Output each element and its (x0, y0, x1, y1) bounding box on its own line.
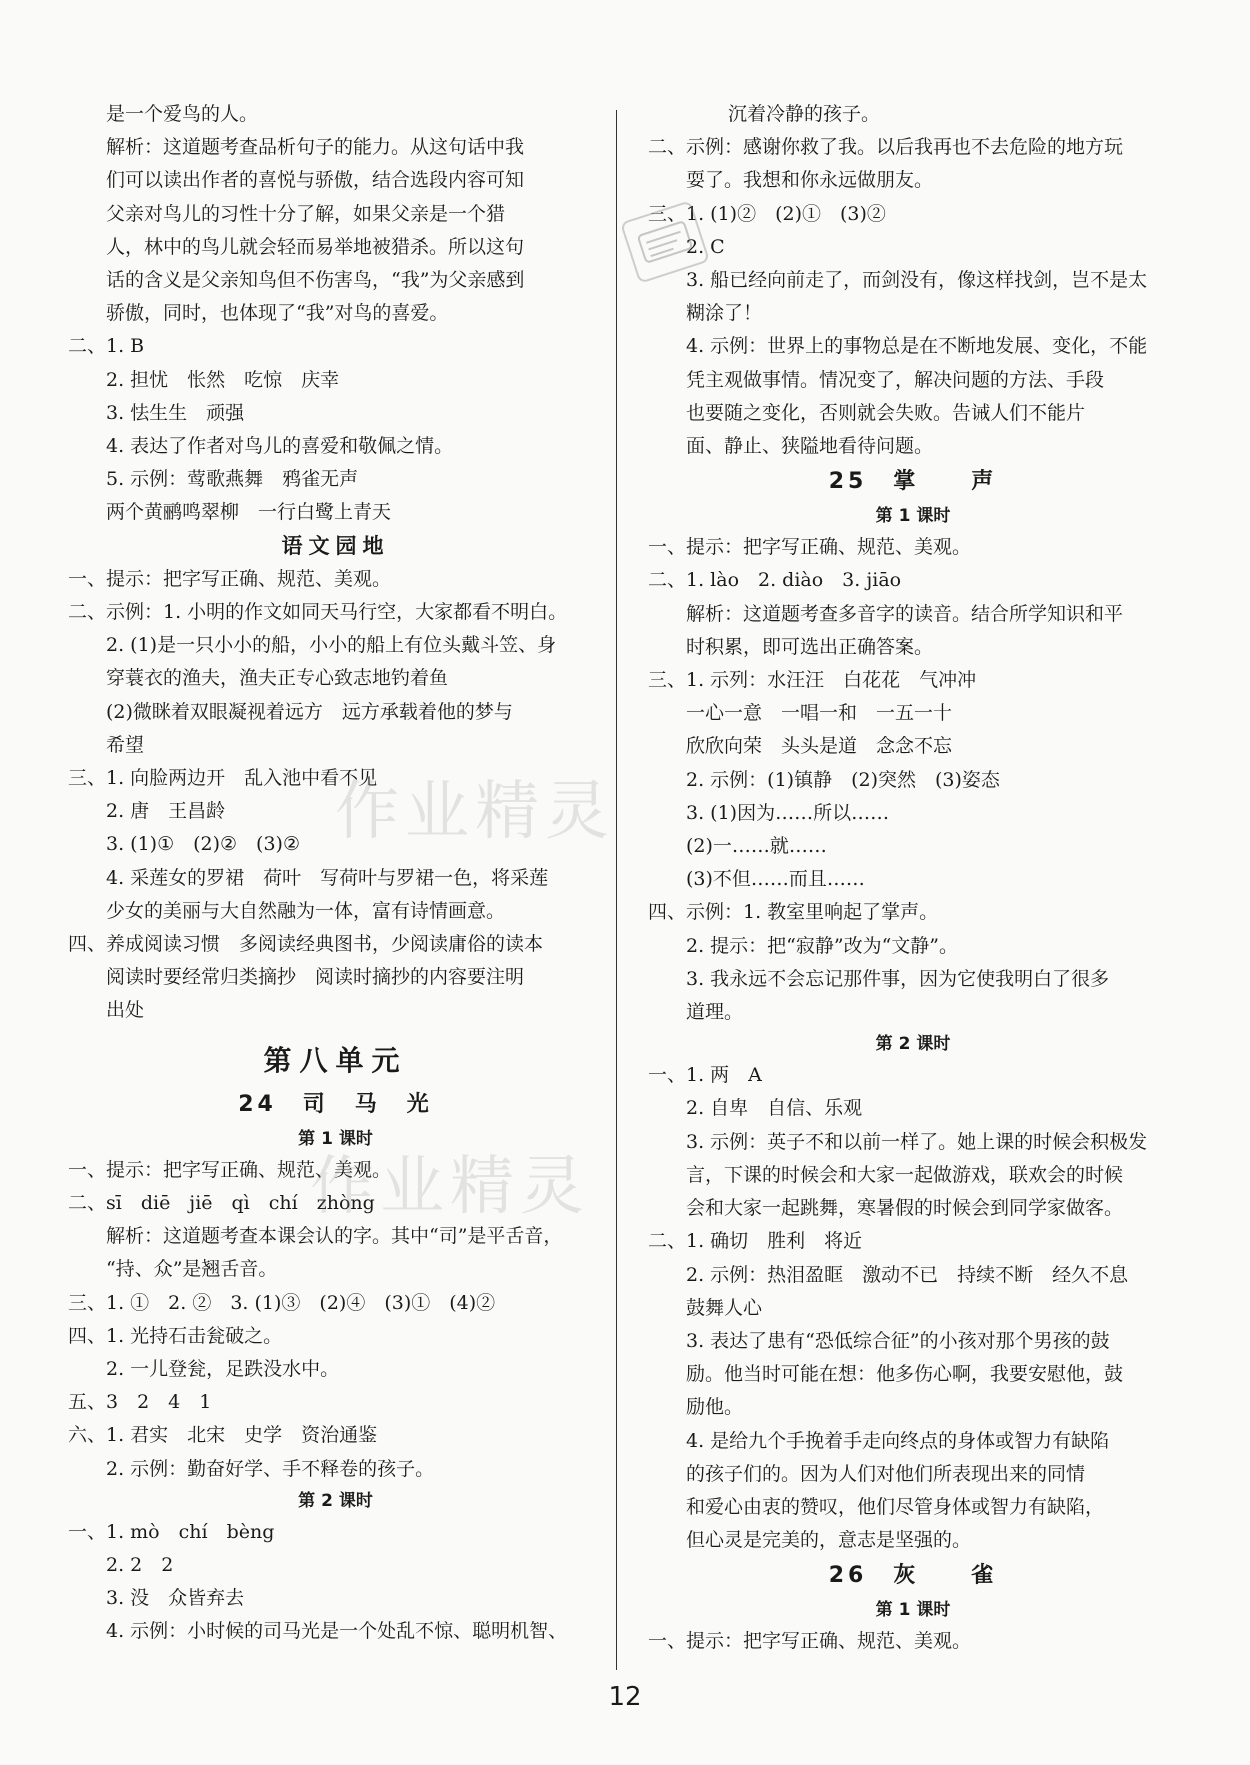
text-line: 六、1. 君实 北宋 史学 资治通鉴 (68, 1424, 378, 1447)
text-line: 3. 船已经向前走了，而剑没有，像这样找剑，岂不是太 (686, 269, 1148, 292)
text-line: (2)一……就…… (686, 835, 827, 858)
lesson-heading: 24 司 马 光 (238, 1091, 433, 1117)
text-line: 二、示例：感谢你救了我。以后我再也不去危险的地方玩 (648, 136, 1124, 159)
text-line: 欣欣向荣 头头是道 念念不忘 (686, 735, 953, 758)
text-line: 励。他当时可能在想：他多伤心啊，我要安慰他，鼓 (686, 1363, 1124, 1386)
unit-heading: 第八单元 (263, 1043, 408, 1077)
period-heading: 第 2 课时 (875, 1034, 951, 1055)
text-line: (2)微眯着双眼凝视着远方 远方承载着他的梦与 (106, 700, 513, 723)
text-line: 4. 示例：小时候的司马光是一个处乱不惊、聪明机智、 (106, 1620, 568, 1643)
text-line: 3. (1)因为……所以…… (686, 801, 890, 824)
watermark-top: 作业精灵 (335, 775, 615, 849)
text-line: 2. 示例：勤奋好学、手不释卷的孩子。 (106, 1457, 435, 1480)
text-line: 二、sī diē jiē qì chí zhòng (68, 1191, 375, 1214)
text-line: 凭主观做事情。情况变了，解决问题的方法、手段 (686, 368, 1105, 391)
text-line: 道理。 (686, 1001, 744, 1024)
text-line: 四、养成阅读习惯 多阅读经典图书，少阅读庸俗的读本 (68, 933, 544, 956)
text-line: 4. 是给九个手挽着手走向终点的身体或智力有缺陷 (686, 1429, 1110, 1452)
text-line: 穿蓑衣的渔夫，渔夫正专心致志地钓着鱼 (106, 667, 449, 690)
text-line: 一、提示：把字写正确、规范、美观。 (68, 567, 392, 590)
text-line: 三、1. 示列：水汪汪 白花花 气冲冲 (648, 669, 977, 692)
text-line: 励他。 (686, 1396, 744, 1419)
text-line: 和爱心由衷的赞叹，他们尽管身体或智力有缺陷， (686, 1495, 1105, 1518)
left-column (68, 98, 603, 1649)
period-heading: 第 1 课时 (875, 506, 951, 527)
text-line: 出处 (106, 999, 145, 1022)
text-line: 解析：这道题考查本课会认的字。其中“司”是平舌音， (106, 1225, 563, 1248)
text-line: 希望 (106, 733, 145, 756)
period-heading: 第 1 课时 (298, 1128, 373, 1149)
text-line: 骄傲，同时，也体现了“我”对鸟的喜爱。 (106, 302, 449, 325)
text-line: 父亲对鸟儿的习性十分了解，如果父亲是一个猎 (106, 202, 506, 225)
text-line: 但心灵是完美的，意志是坚强的。 (686, 1529, 972, 1552)
text-line: 2. (1)是一只小小的船，小小的船上有位头戴斗笠、身 (106, 634, 557, 657)
text-line: “持、众”是翘舌音。 (106, 1258, 278, 1281)
text-line: 耍了。我想和你永远做朋友。 (686, 169, 934, 192)
text-line: 二、1. lào 2. diào 3. jiāo (648, 569, 902, 592)
text-line: 2. 2 2 (106, 1553, 174, 1576)
text-line: 五、3 2 4 1 (68, 1391, 212, 1414)
text-line: 5. 示例：莺歌燕舞 鸦雀无声 (106, 468, 359, 491)
text-line: 2. 自卑 自信、乐观 (686, 1097, 863, 1120)
text-line: 3. 我永远不会忘记那件事，因为它使我明白了很多 (686, 967, 1110, 990)
text-line: 二、1. B (68, 335, 145, 358)
text-line: 言，下课的时候会和大家一起做游戏，联欢会的时候 (686, 1163, 1124, 1186)
period-heading: 第 1 课时 (875, 1600, 951, 1621)
text-line: 时积累，即可选出正确答案。 (686, 635, 934, 658)
text-line: 解析：这道题考查多音字的读音。结合所学知识和平 (686, 602, 1124, 625)
text-line: 三、1. 向脸两边开 乱入池中看不见 (68, 767, 378, 790)
text-line: 2. 唐 王昌龄 (106, 800, 226, 823)
text-line: 一、1. 两 A (648, 1064, 762, 1087)
text-line: 糊涂了！ (686, 302, 763, 325)
text-line: 四、1. 光持石击瓮破之。 (68, 1324, 283, 1347)
column-divider (616, 110, 617, 1670)
text-line: 一、1. mò chí bèng (68, 1520, 275, 1543)
text-line: 们可以读出作者的喜悦与骄傲，结合选段内容可知 (106, 169, 525, 192)
text-line: 会和大家一起跳舞，寒暑假的时候会到同学家做客。 (686, 1197, 1124, 1220)
text-line: 的孩子们的。因为人们对他们所表现出来的同情 (686, 1462, 1086, 1485)
stamp-icon (632, 214, 698, 269)
text-line: 4. 采莲女的罗裙 荷叶 写荷叶与罗裙一色，将采莲 (106, 866, 549, 889)
text-line: (3)不但……而且…… (686, 868, 865, 891)
text-line: 一心一意 一唱一和 一五一十 (686, 702, 953, 725)
period-heading: 第 2 课时 (298, 1490, 373, 1511)
text-line: 是一个爱鸟的人。 (106, 103, 259, 125)
text-line: 少女的美丽与大自然融为一体，富有诗情画意。 (106, 899, 506, 922)
text-line: 2. 提示：把“寂静”改为“文静”。 (686, 934, 959, 957)
text-line: 3. (1)① (2)② (3)② (106, 833, 301, 856)
text-line: 3. 示例：英子不和以前一样了。她上课的时候会积极发 (686, 1130, 1148, 1153)
text-line: 3. 怯生生 顽强 (106, 401, 245, 424)
text-line: 鼓舞人心 (686, 1296, 763, 1319)
text-line: 4. 示例：世界上的事物总是在不断地发展、变化，不能 (686, 335, 1148, 358)
text-line: 面、静止、狭隘地看待问题。 (686, 435, 934, 458)
text-line: 三、1. ① 2. ② 3. (1)③ (2)④ (3)① (4)② (68, 1291, 496, 1314)
page-number: 12 (608, 1682, 642, 1712)
text-line: 话的含义是父亲知鸟但不伤害鸟，“我”为父亲感到 (106, 269, 525, 292)
text-line: 2. 一儿登瓮，足跌没水中。 (106, 1357, 340, 1380)
text-line: 阅读时要经常归类摘抄 阅读时摘抄的内容要注明 (106, 966, 525, 989)
text-line: 3. 没 众皆弃去 (106, 1587, 245, 1610)
text-line: 三、1. (1)② (2)① (3)② (648, 202, 886, 225)
text-line: 四、示例：1. 教室里响起了掌声。 (648, 901, 939, 924)
text-line: 也要随之变化，否则就会失败。告诫人们不能片 (686, 401, 1086, 424)
text-line: 二、1. 确切 胜利 将近 (648, 1230, 863, 1253)
text-line: 人，林中的鸟儿就会轻而易举地被猎杀。所以这句 (106, 235, 525, 258)
text-line: 4. 表达了作者对鸟儿的喜爱和敬佩之情。 (106, 435, 454, 458)
text-line: 2. 示例：热泪盈眶 激动不已 持续不断 经久不息 (686, 1263, 1129, 1286)
text-line: 一、提示：把字写正确、规范、美观。 (648, 1630, 972, 1653)
text-line: 一、提示：把字写正确、规范、美观。 (68, 1158, 392, 1181)
watermark-bottom: 作业精灵 (310, 1150, 590, 1224)
text-line: 3. 表达了患有“恐低综合征”的小孩对那个男孩的鼓 (686, 1329, 1110, 1352)
section-heading: 语文园地 (281, 533, 390, 558)
right-column (648, 98, 1178, 1659)
text-line: 2. 担忧 怅然 吃惊 庆幸 (106, 368, 340, 391)
lesson-heading: 25 掌 声 (828, 469, 998, 495)
text-line: 一、提示：把字写正确、规范、美观。 (648, 536, 972, 559)
text-line: 2. C (686, 235, 725, 258)
text-line: 二、示例：1. 小明的作文如同天马行空，大家都看不明白。 (68, 601, 568, 624)
text-line: 沉着冷静的孩子。 (728, 103, 881, 125)
lesson-heading: 26 灰 雀 (828, 1563, 998, 1589)
text-line: 2. 示例：(1)镇静 (2)突然 (3)姿态 (686, 768, 1000, 791)
text-line: 解析：这道题考查品析句子的能力。从这句话中我 (106, 136, 525, 159)
text-line: 两个黄鹂鸣翠柳 一行白鹭上青天 (106, 501, 392, 524)
